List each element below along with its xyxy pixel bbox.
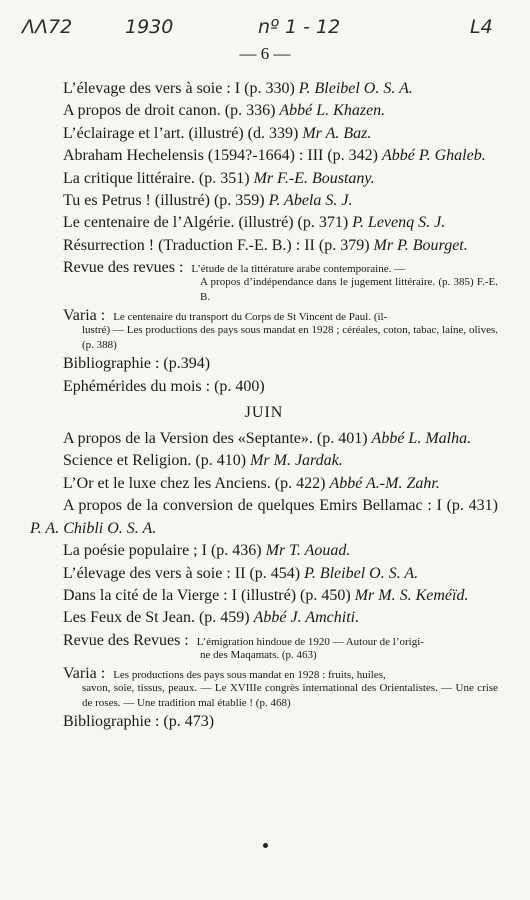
varia-text: Les productions des pays sous mandat en 1928 : fruits, huiles,: [113, 668, 386, 681]
revue-text-continued: A propos d’indépendance dans le jugement littéraire. (p. 385) F.-E. B.: [200, 276, 498, 304]
toc-entry: [30, 145, 498, 167]
entry-title: A propos de droit canon. (p. 336): [63, 102, 276, 120]
entry-title: La critique littéraire. (p. 351): [63, 169, 250, 187]
varia-text: Le centenaire du transport du Corps de St Vincent de Paul. (il-: [113, 311, 388, 324]
entry-title: A propos de la conversion de quelques Emirs Bellamac : I (p. 431): [63, 497, 498, 515]
varia-label: Varia :: [63, 307, 106, 325]
entry-title: Dans la cité de la Vierge : I (illustré) (p. 450): [63, 586, 351, 604]
entry-author: Mr M. Jardak.: [250, 452, 343, 470]
toc-entry: [30, 235, 498, 257]
entry-author: P. Abela S. J.: [268, 192, 353, 210]
entry-author: P. Levenq S. J.: [352, 214, 446, 232]
entry-author: Abbé P. Ghaleb.: [382, 147, 486, 165]
toc-entry: [30, 100, 498, 122]
toc-entry: [30, 540, 498, 562]
handwritten-mark: L4: [470, 16, 493, 38]
entry-title: Science et Religion. (p. 410): [63, 452, 247, 470]
entry-author: Mr T. Aouad.: [265, 542, 351, 560]
entry-title: Abraham Hechelensis (1594?-1664) : III (p. 342): [63, 147, 379, 165]
toc-entry: [30, 212, 498, 234]
toc-entry: [30, 168, 498, 190]
entry-author: P. A. Chibli O. S. A.: [30, 519, 157, 537]
entry-title: Résurrection ! (Traduction F.-E. B.) : II (p. 379): [63, 236, 370, 254]
entry-author: Abbé J. Amchiti.: [253, 609, 360, 627]
entry-author: Abbé L. Malha.: [371, 430, 472, 448]
entry-title: L’Or et le luxe chez les Anciens. (p. 422): [63, 474, 326, 492]
entry-author: P. Bleibel O. S. A.: [298, 80, 413, 97]
revue-label: Revue des revues :: [63, 259, 184, 277]
revue-text: L’émigration hindoue de 1920 — Autour de l’origi-: [196, 635, 424, 648]
handwritten-issue: nº 1 - 12: [258, 16, 341, 38]
toc-entry: [30, 563, 498, 585]
revue-text: L’étude de la tittérature arabe contemporaine. —: [191, 263, 406, 276]
toc-entry: [30, 473, 498, 495]
section-may: [30, 78, 498, 257]
bibliography-1: Bibliographie : (p.394): [63, 355, 211, 373]
entry-title: A propos de la Version des «Septante». (p. 401): [63, 430, 368, 448]
revue-text-continued: ne des Maqamats. (p. 463): [200, 648, 317, 661]
entry-author: Abbé A.-M. Zahr.: [329, 474, 440, 492]
entry-author: Mr F.-E. Boustany.: [253, 169, 375, 187]
handwritten-note: ΛΛ72: [22, 16, 73, 38]
entry-author: Abbé L. Khazen.: [279, 102, 386, 120]
handwritten-year: 1930: [125, 16, 174, 38]
entry-title: Les Feux de St Jean. (p. 459): [63, 609, 250, 627]
revue-label: Revue des Revues :: [63, 631, 189, 649]
bibliography-2: Bibliographie : (p. 473): [63, 712, 215, 730]
entry-title: L’élevage des vers à soie : I (p. 330): [63, 80, 295, 97]
toc-entry: [30, 607, 498, 629]
toc-entry: [30, 495, 498, 540]
toc-entry: [30, 123, 498, 145]
toc-entry: [30, 78, 498, 100]
section-june: [30, 428, 498, 630]
ephemerides: Ephémérides du mois : (p. 400): [63, 377, 265, 395]
toc-entry: [30, 428, 498, 450]
toc-entry: [30, 190, 498, 212]
entry-author: Mr P. Bourget.: [373, 236, 468, 254]
toc-entry: [30, 585, 498, 607]
entry-title: Le centenaire de l’Algérie. (illustré) (p. 371): [63, 214, 349, 232]
varia-label: Varia :: [63, 664, 106, 682]
entry-author: Mr A. Baz.: [302, 124, 372, 142]
entry-title: L’éclairage et l’art. (illustré) (d. 339): [63, 124, 299, 142]
page-number: — 6 —: [239, 44, 291, 63]
entry-title: L’élevage des vers à soie : II (p. 454): [63, 564, 301, 582]
entry-title: La poésie populaire ; I (p. 436): [63, 542, 262, 560]
entry-title: Tu es Petrus ! (illustré) (p. 359): [63, 192, 265, 210]
table-of-contents: [30, 78, 498, 733]
month-heading: JUIN: [244, 404, 284, 422]
entry-author: P. Bleibel O. S. A.: [304, 564, 419, 582]
varia-text-continued: lustré) — Les productions des pays sous mandat en 1928 ; céréales, coton, tabac, laine, olives. (p. 388): [82, 324, 498, 352]
varia-text-continued: savon, soie, tissus, peaux. — Le XVIIIe congrès international des Orientalistes. — Une crise de roses. — Une tradition mal établie ! (p. 468): [82, 681, 498, 709]
entry-author: Mr M. S. Keméïd.: [354, 586, 469, 604]
ornament-dot: [263, 843, 268, 848]
toc-entry: [30, 450, 498, 472]
